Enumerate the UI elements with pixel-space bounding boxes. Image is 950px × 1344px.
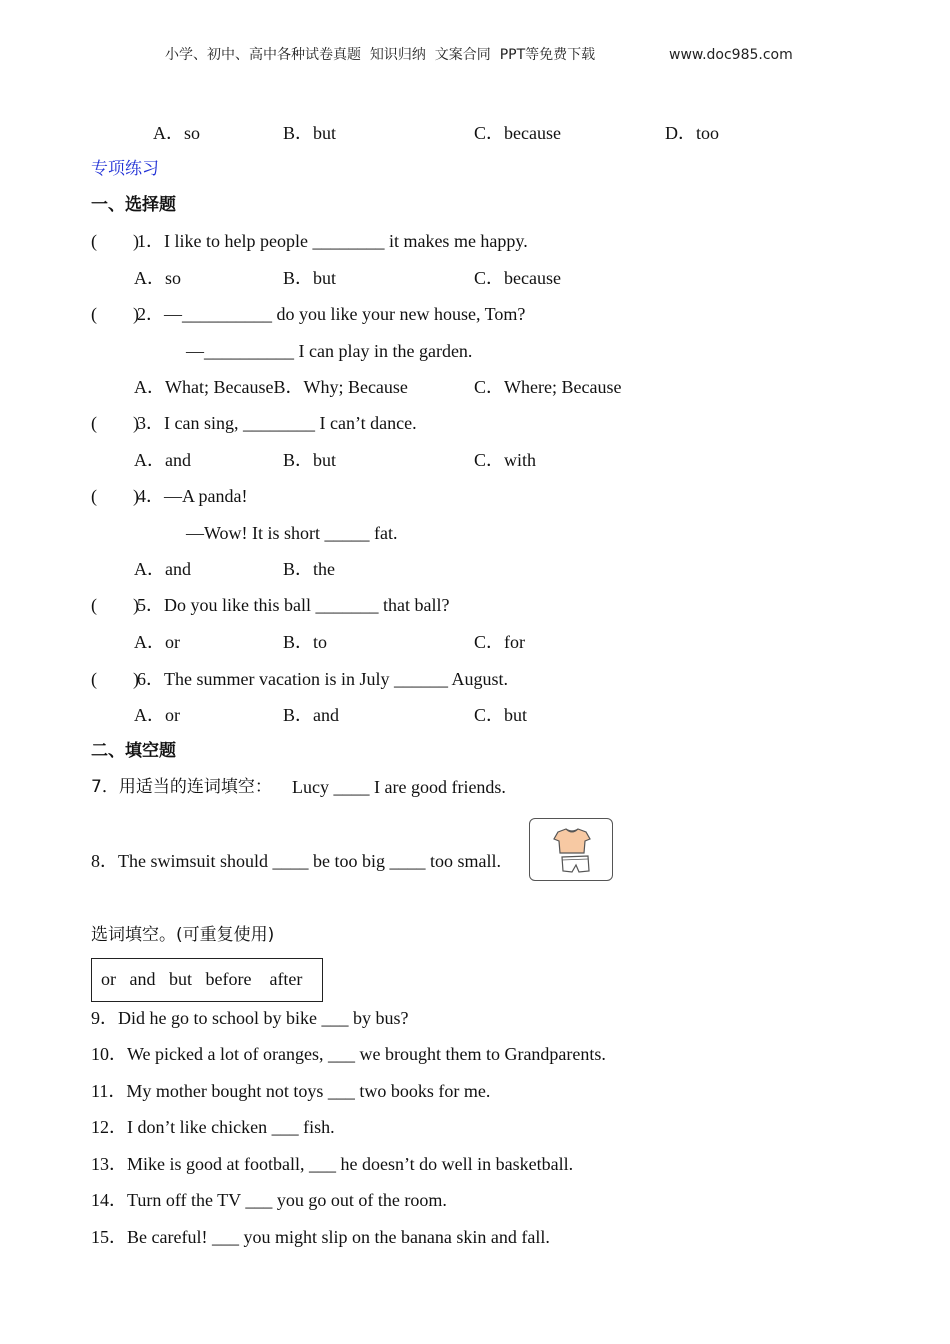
fill-item-13: 13．Mike is good at football, ___ he doesn’t do well in basketball.	[91, 1154, 574, 1174]
q5-option-a: A．or	[134, 632, 180, 652]
part1-title: 一、选择题	[91, 195, 176, 215]
q2-stem: 2．—__________ do you like your new house, Tom?	[137, 304, 526, 324]
q8-text: 8．The swimsuit should ____ be too big ____ too small.	[91, 851, 501, 871]
q6-option-b: B．and	[283, 705, 339, 725]
q3-option-c: C．with	[474, 450, 537, 470]
fill-item-9: 9．Did he go to school by bike ___ by bus?	[91, 1008, 409, 1028]
q5-option-b: B．to	[283, 632, 328, 652]
q6-stem: 6．The summer vacation is in July ______ August.	[137, 669, 508, 689]
q4-stem2: —Wow! It is short _____ fat.	[186, 523, 398, 543]
fill-item-12: 12．I don’t like chicken ___ fish.	[91, 1117, 335, 1137]
word-bank-box	[91, 958, 323, 1002]
q2-option-c: C．Where; Because	[474, 377, 622, 397]
q4-stem: 4．—A panda!	[137, 486, 248, 506]
q4-paren: ( )	[91, 486, 139, 506]
q5-option-c: C．for	[474, 632, 525, 652]
top-option-a: A．so	[153, 123, 201, 143]
fill-item-14: 14．Turn off the TV ___ you go out of the room.	[91, 1190, 447, 1210]
q1-option-a: A．so	[134, 268, 182, 288]
q7-prefix: 7．用适当的连词填空：	[91, 777, 272, 797]
q2-option-ab: A．What; BecauseB．Why; Because	[134, 377, 408, 397]
q5-paren: ( )	[91, 595, 139, 615]
top-option-c: C．because	[474, 123, 561, 143]
q6-option-a: A．or	[134, 705, 180, 725]
fill-item-15: 15．Be careful! ___ you might slip on the banana skin and fall.	[91, 1227, 550, 1247]
q3-stem: 3．I can sing, ________ I can’t dance.	[137, 413, 417, 433]
header-site-text: 小学、初中、高中各种试卷真题 知识归纳 文案合同 PPT等免费下载	[165, 47, 596, 63]
q6-paren: ( )	[91, 669, 139, 689]
top-option-d: D．too	[665, 123, 719, 143]
q1-option-c: C．because	[474, 268, 561, 288]
q3-option-a: A．and	[134, 450, 191, 470]
swimsuit-image	[529, 818, 613, 881]
fill-item-10: 10．We picked a lot of oranges, ___ we brought them to Grandparents.	[91, 1044, 606, 1064]
q2-paren: ( )	[91, 304, 139, 324]
part2-title: 二、填空题	[91, 741, 176, 761]
q4-option-b: B．the	[283, 559, 335, 579]
q1-option-b: B．but	[283, 268, 337, 288]
section-title: 专项练习	[91, 159, 159, 179]
word-bank: or and but before after	[101, 969, 303, 989]
q4-option-a: A．and	[134, 559, 191, 579]
q1-stem: 1．I like to help people ________ it makes me happy.	[137, 231, 528, 251]
q6-option-c: C．but	[474, 705, 528, 725]
q5-stem: 5．Do you like this ball _______ that ball?	[137, 595, 450, 615]
q1-paren: ( )	[91, 231, 139, 251]
instruction: 选词填空。(可重复使用)	[91, 925, 275, 945]
top-option-b: B．but	[283, 123, 337, 143]
q3-option-b: B．but	[283, 450, 337, 470]
swimsuit-icon	[530, 819, 614, 882]
header-site-url[interactable]: www.doc985.com	[669, 47, 793, 63]
q2-stem2: —__________ I can play in the garden.	[186, 341, 473, 361]
q7-text: Lucy ____ I are good friends.	[292, 777, 506, 797]
q3-paren: ( )	[91, 413, 139, 433]
fill-item-11: 11．My mother bought not toys ___ two books for me.	[91, 1081, 491, 1101]
